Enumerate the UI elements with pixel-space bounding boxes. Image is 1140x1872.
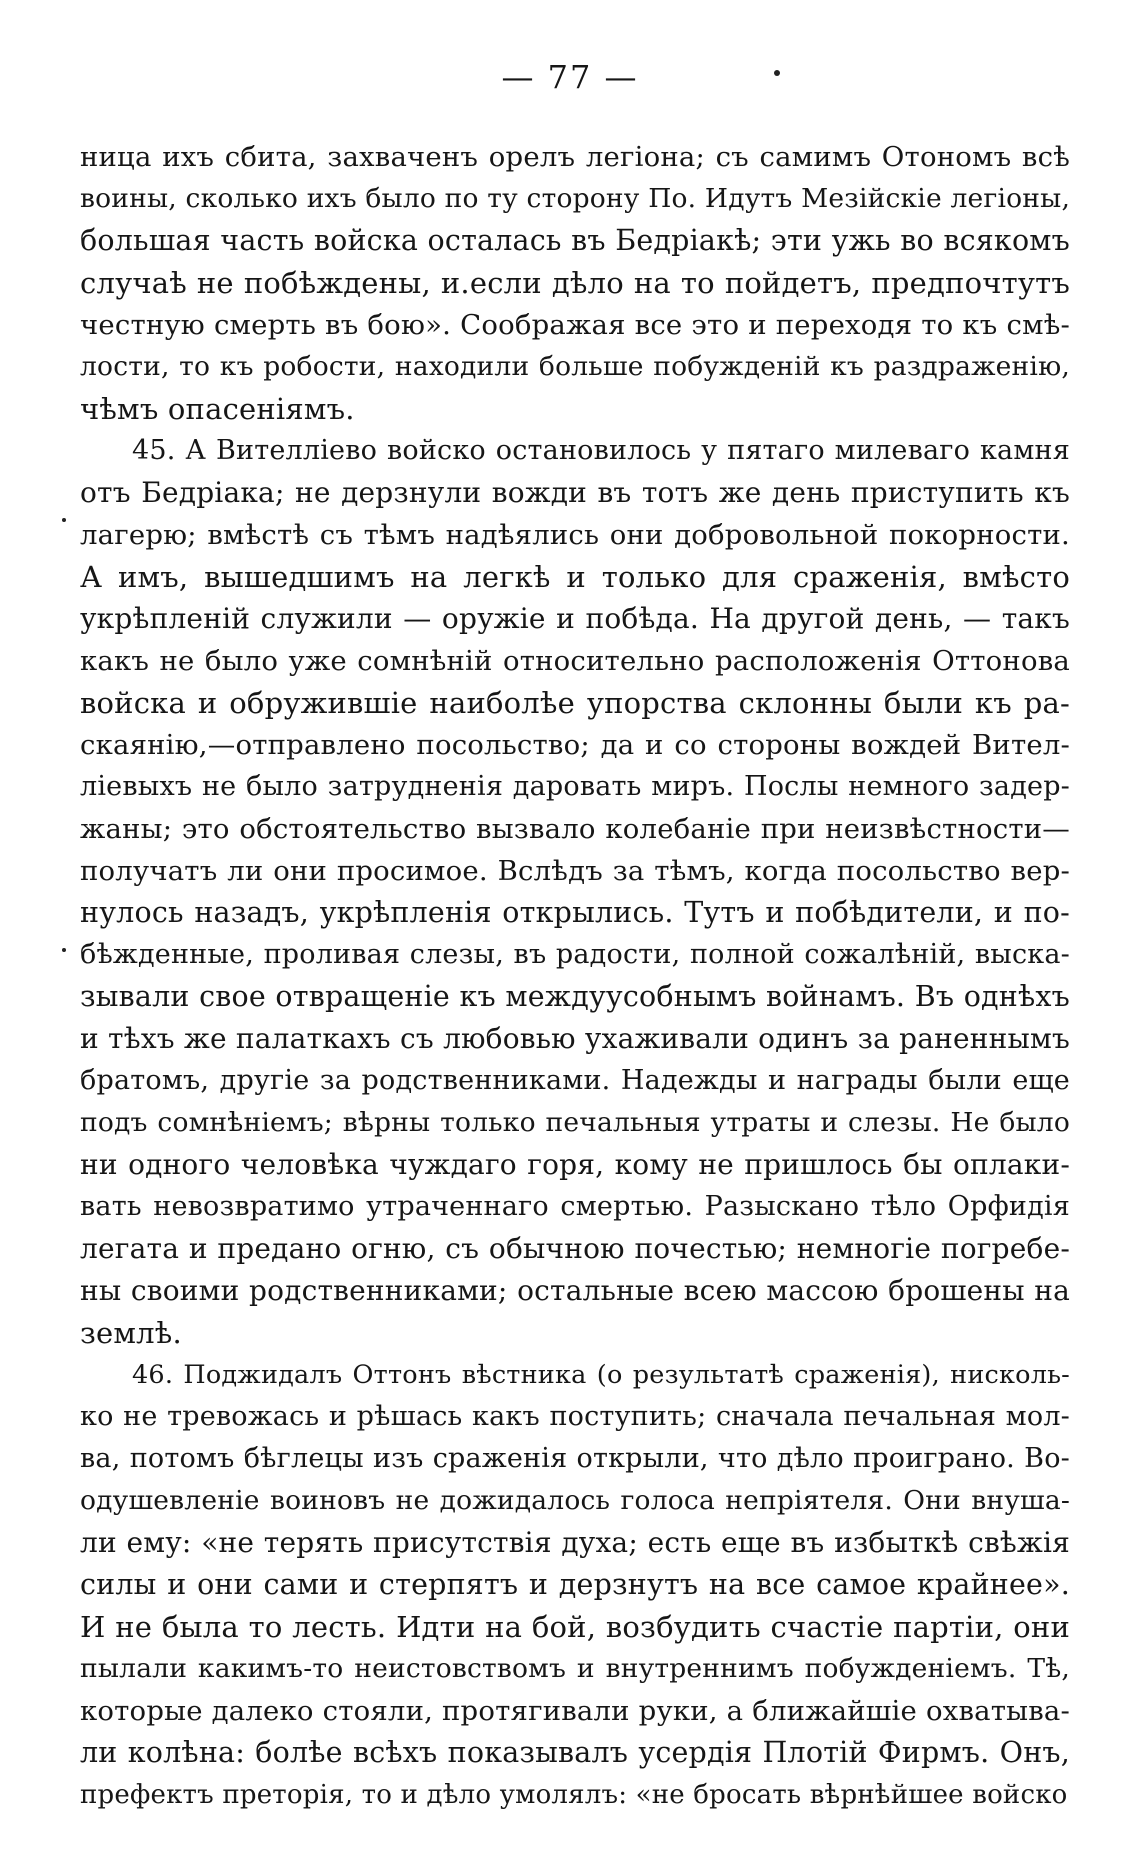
text-line: ко не тревожась и рѣшась какъ поступить; сначала печальная мол- — [80, 1401, 1070, 1432]
text-line: префектъ преторія, то и дѣло умолялъ: «не бросать вѣрнѣйшее войско — [80, 1780, 1068, 1810]
text-line: скаянію,—отправлено посольство; да и со стороны вождей Вител- — [80, 729, 1070, 761]
text-line: А имъ, вышедшимъ на легкѣ и только для сраженія, вмѣсто — [80, 560, 1070, 594]
text-line: братомъ, другіе за родственниками. Надежды и награды были еще — [80, 1065, 1070, 1096]
text-line: 45. А Вителліево войско остановилось у пятаго милеваго камня — [132, 435, 1070, 466]
text-line: лагерю; вмѣстѣ съ тѣмъ надѣялись они добровольной покорности. — [80, 519, 1070, 551]
text-line: которые далеко стояли, протягивали руки, а ближайшіе охватыва- — [80, 1695, 1070, 1727]
text-line: бѣжденные, проливая слезы, въ радости, полной сожалѣній, выска- — [80, 939, 1070, 970]
text-line: воины, сколько ихъ было по ту сторону По. Идутъ Мезійскіе легіоны, — [80, 183, 1071, 214]
text-line: силы и они сами и стерпятъ и дерзнутъ на все самое крайнее». — [80, 1568, 1070, 1601]
text-line: ница ихъ сбита, захваченъ орелъ легіона; съ самимъ Отономъ всѣ — [80, 141, 1070, 173]
text-line: лости, то къ робости, находили больше побужденій къ раздраженію, — [80, 351, 1070, 382]
print-speck — [62, 518, 66, 522]
text-line: ліевыхъ не было затрудненія даровать миръ. Послы немного задер- — [80, 771, 1070, 802]
text-line: отъ Бедріака; не дерзнули вожди въ тотъ же день приступить къ — [80, 476, 1070, 509]
text-line: большая часть войска осталась въ Бедріакѣ; эти ужь во всякомъ — [80, 224, 1070, 257]
text-line: чѣмъ опасеніямъ. — [80, 392, 355, 426]
text-line: 46. Поджидалъ Оттонъ вѣстника (о результатѣ сраженія), нисколь- — [132, 1360, 1070, 1390]
print-speck — [62, 948, 66, 952]
text-line: нулось назадъ, укрѣпленія открылись. Тутъ и побѣдители, и по- — [80, 896, 1070, 929]
text-line: легата и предано огню, съ обычною почестью; немногіе погребе- — [80, 1232, 1070, 1265]
text-line: ни одного человѣка чуждаго горя, кому не пришлось бы оплаки- — [80, 1148, 1070, 1181]
text-line: ли колѣна: болѣе всѣхъ показывалъ усердія Плотій Фирмъ. Онъ, — [80, 1736, 1070, 1769]
text-line: и тѣхъ же палаткахъ съ любовью ухаживали одинъ за раненнымъ — [80, 1022, 1070, 1055]
text-line: честную смерть въ бою». Соображая все это и переходя то къ смѣ- — [80, 309, 1070, 341]
page-number: — 77 — — [501, 58, 639, 96]
text-line: какъ не было уже сомнѣній относительно расположенія Оттонова — [80, 645, 1070, 677]
text-line: вать невозвратимо утраченнаго смертью. Разыскано тѣло Орфидія — [80, 1191, 1070, 1222]
text-line: И не была то лесть. Идти на бой, возбудить счастіе партіи, они — [80, 1610, 1070, 1644]
text-line: зывали свое отвращеніе къ междуусобнымъ войнамъ. Въ однѣхъ — [80, 980, 1070, 1013]
text-line: жаны; это обстоятельство вызвало колебаніе при неизвѣстности— — [80, 813, 1070, 845]
text-line: ны своими родственниками; остальные всею массою брошены на — [80, 1274, 1070, 1307]
text-line: ли ему: «не терять присутствія духа; есть еще въ избыткѣ свѣжія — [80, 1526, 1070, 1559]
text-line: войска и обружившіе наиболѣе упорства склонны были къ ра- — [80, 686, 1070, 720]
text-line: получатъ ли они просимое. Вслѣдъ за тѣмъ, когда посольство вер- — [80, 855, 1070, 887]
text-line: подъ сомнѣніемъ; вѣрны только печальныя утраты и слезы. Не было — [80, 1107, 1070, 1138]
text-line: пылали какимъ-то неистовствомъ и внутреннимъ побужденіемъ. Тѣ, — [80, 1653, 1070, 1684]
print-speck — [774, 70, 780, 76]
text-line: землѣ. — [80, 1316, 182, 1350]
text-line: случаѣ не побѣждены, и.если дѣло на то пойдетъ, предпочтутъ — [80, 266, 1070, 300]
text-line: одушевленіе воиновъ не дожидалось голоса непріятеля. Они внуша- — [80, 1485, 1070, 1516]
body-text — [80, 136, 1070, 1816]
text-line: укрѣпленій служили — оружіе и побѣда. На другой день, — такъ — [80, 602, 1070, 635]
text-line: ва, потомъ бѣглецы изъ сраженія открыли, что дѣло проиграно. Во- — [80, 1443, 1070, 1474]
